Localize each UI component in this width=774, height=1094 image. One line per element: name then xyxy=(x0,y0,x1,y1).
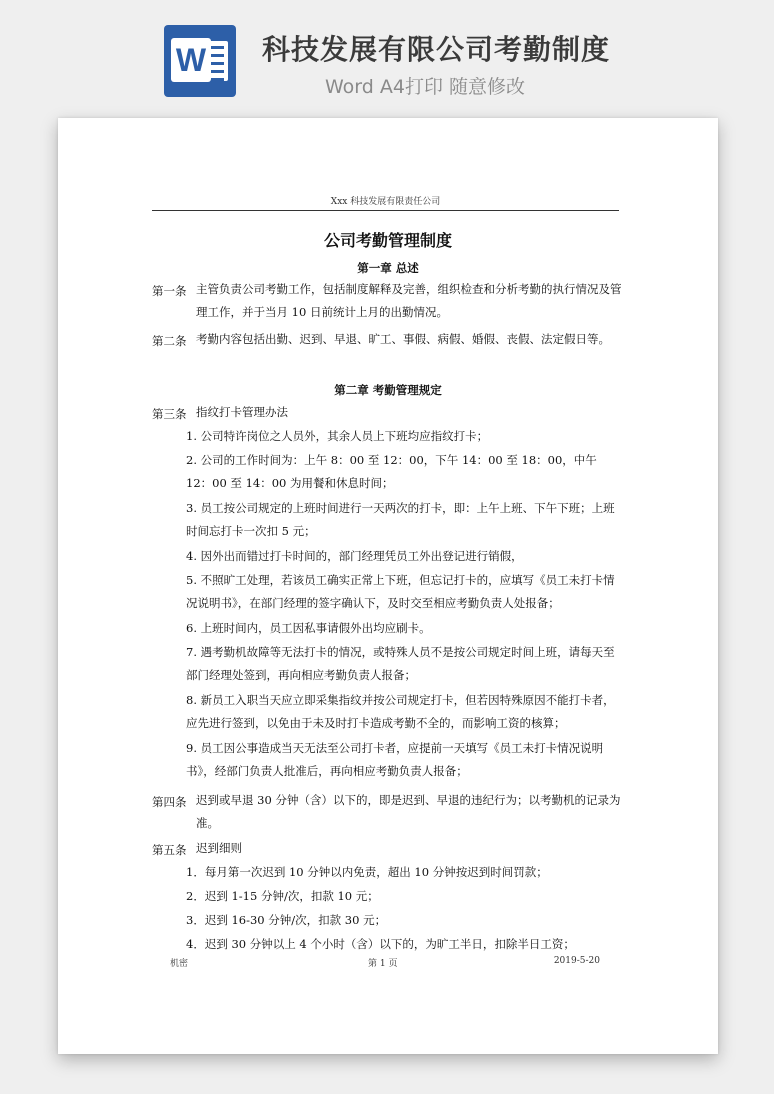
banner-title: 科技发展有限公司考勤制度 xyxy=(262,33,611,66)
footer-page-number: 第 1 页 xyxy=(368,959,398,969)
list-item: 1. 公司特许岗位之人员外，其余人员上下班均应指纹打卡； xyxy=(186,429,489,443)
list-item: 4. 因外出而错过打卡时间的，部门经理凭员工外出登记进行销假， xyxy=(186,549,523,563)
article-2-label: 第二条 xyxy=(152,334,187,348)
word-icon xyxy=(164,25,236,97)
article-2-text: 考勤内容包括出勤、迟到、早退、旷工、事假、病假、婚假、丧假、法定假日等。 xyxy=(196,332,610,346)
document-title: 公司考勤管理制度 xyxy=(323,231,452,250)
list-item: 7. 遇考勤机故障等无法打卡的情况，或特殊人员不是按公司规定时间上班，请每天至部门经理处签到，再向相应考勤负责人报备； xyxy=(186,645,615,682)
list-item: 3. 员工按公司规定的上班时间进行一天两次的打卡，即：上午上班、下午下班；上班时间忘打卡一次扣 5 元； xyxy=(186,501,615,538)
word-icon-letter: W xyxy=(171,38,211,82)
chapter-2-heading: 第二章 考勤管理规定 xyxy=(334,383,442,397)
list-item: 4．迟到 30 分钟以上 4 个小时（含）以下的，为旷工半日，扣除半日工资； xyxy=(186,937,575,951)
list-item: 1．每月第一次迟到 10 分钟以内免责，超出 10 分钟按迟到时间罚款； xyxy=(186,865,548,879)
document-page xyxy=(58,118,718,1054)
chapter-1-heading: 第一章 总述 xyxy=(357,261,419,275)
article-5-title: 迟到细则 xyxy=(196,841,242,855)
footer-date: 2019-5-20 xyxy=(553,956,600,966)
footer-confidential: 机密 xyxy=(170,959,189,969)
banner xyxy=(0,0,774,115)
article-1-text: 主管负责公司考勤工作，包括制度解释及完善，组织检查和分析考勤的执行情况及管理工作，并于当月 10 日前统计上月的出勤情况。 xyxy=(196,282,622,319)
list-item: 6. 上班时间内，员工因私事请假外出均应刷卡。 xyxy=(186,621,431,635)
page-header: Xxx 科技发展有限责任公司 xyxy=(152,194,619,211)
article-4-text: 迟到或早退 30 分钟（含）以下的，即是迟到、早退的违纪行为；以考勤机的记录为准。 xyxy=(196,793,621,830)
article-4-label: 第四条 xyxy=(152,795,187,809)
banner-subtitle: Word A4打印 随意修改 xyxy=(325,76,526,98)
article-3-title: 指纹打卡管理办法 xyxy=(196,405,288,419)
list-item: 8. 新员工入职当天应立即采集指纹并按公司规定打卡，但若因特殊原因不能打卡者，应先进行签到，以免由于未及时打卡造成考勤不全的，而影响工资的核算； xyxy=(186,693,615,730)
article-3-label: 第三条 xyxy=(152,407,187,421)
list-item: 3．迟到 16-30 分钟/次，扣款 30 元； xyxy=(186,913,387,927)
article-1-label: 第一条 xyxy=(152,284,187,298)
article-5-label: 第五条 xyxy=(152,843,187,857)
list-item: 5. 不照旷工处理，若该员工确实正常上下班，但忘记打卡的，应填写《员工未打卡情况说明书》，在部门经理的签字确认下，及时交至相应考勤负责人处报备； xyxy=(186,573,615,610)
list-item: 9. 员工因公事造成当天无法至公司打卡者，应提前一天填写《员工未打卡情况说明书》，经部门负责人批准后，再向相应考勤负责人报备； xyxy=(186,741,604,778)
list-item: 2. 公司的工作时间为：上午 8：00 至 12：00，下午 14：00 至 18：00，中午 12：00 至 14：00 为用餐和休息时间； xyxy=(186,453,597,490)
list-item: 2．迟到 1-15 分钟/次，扣款 10 元； xyxy=(186,889,379,903)
